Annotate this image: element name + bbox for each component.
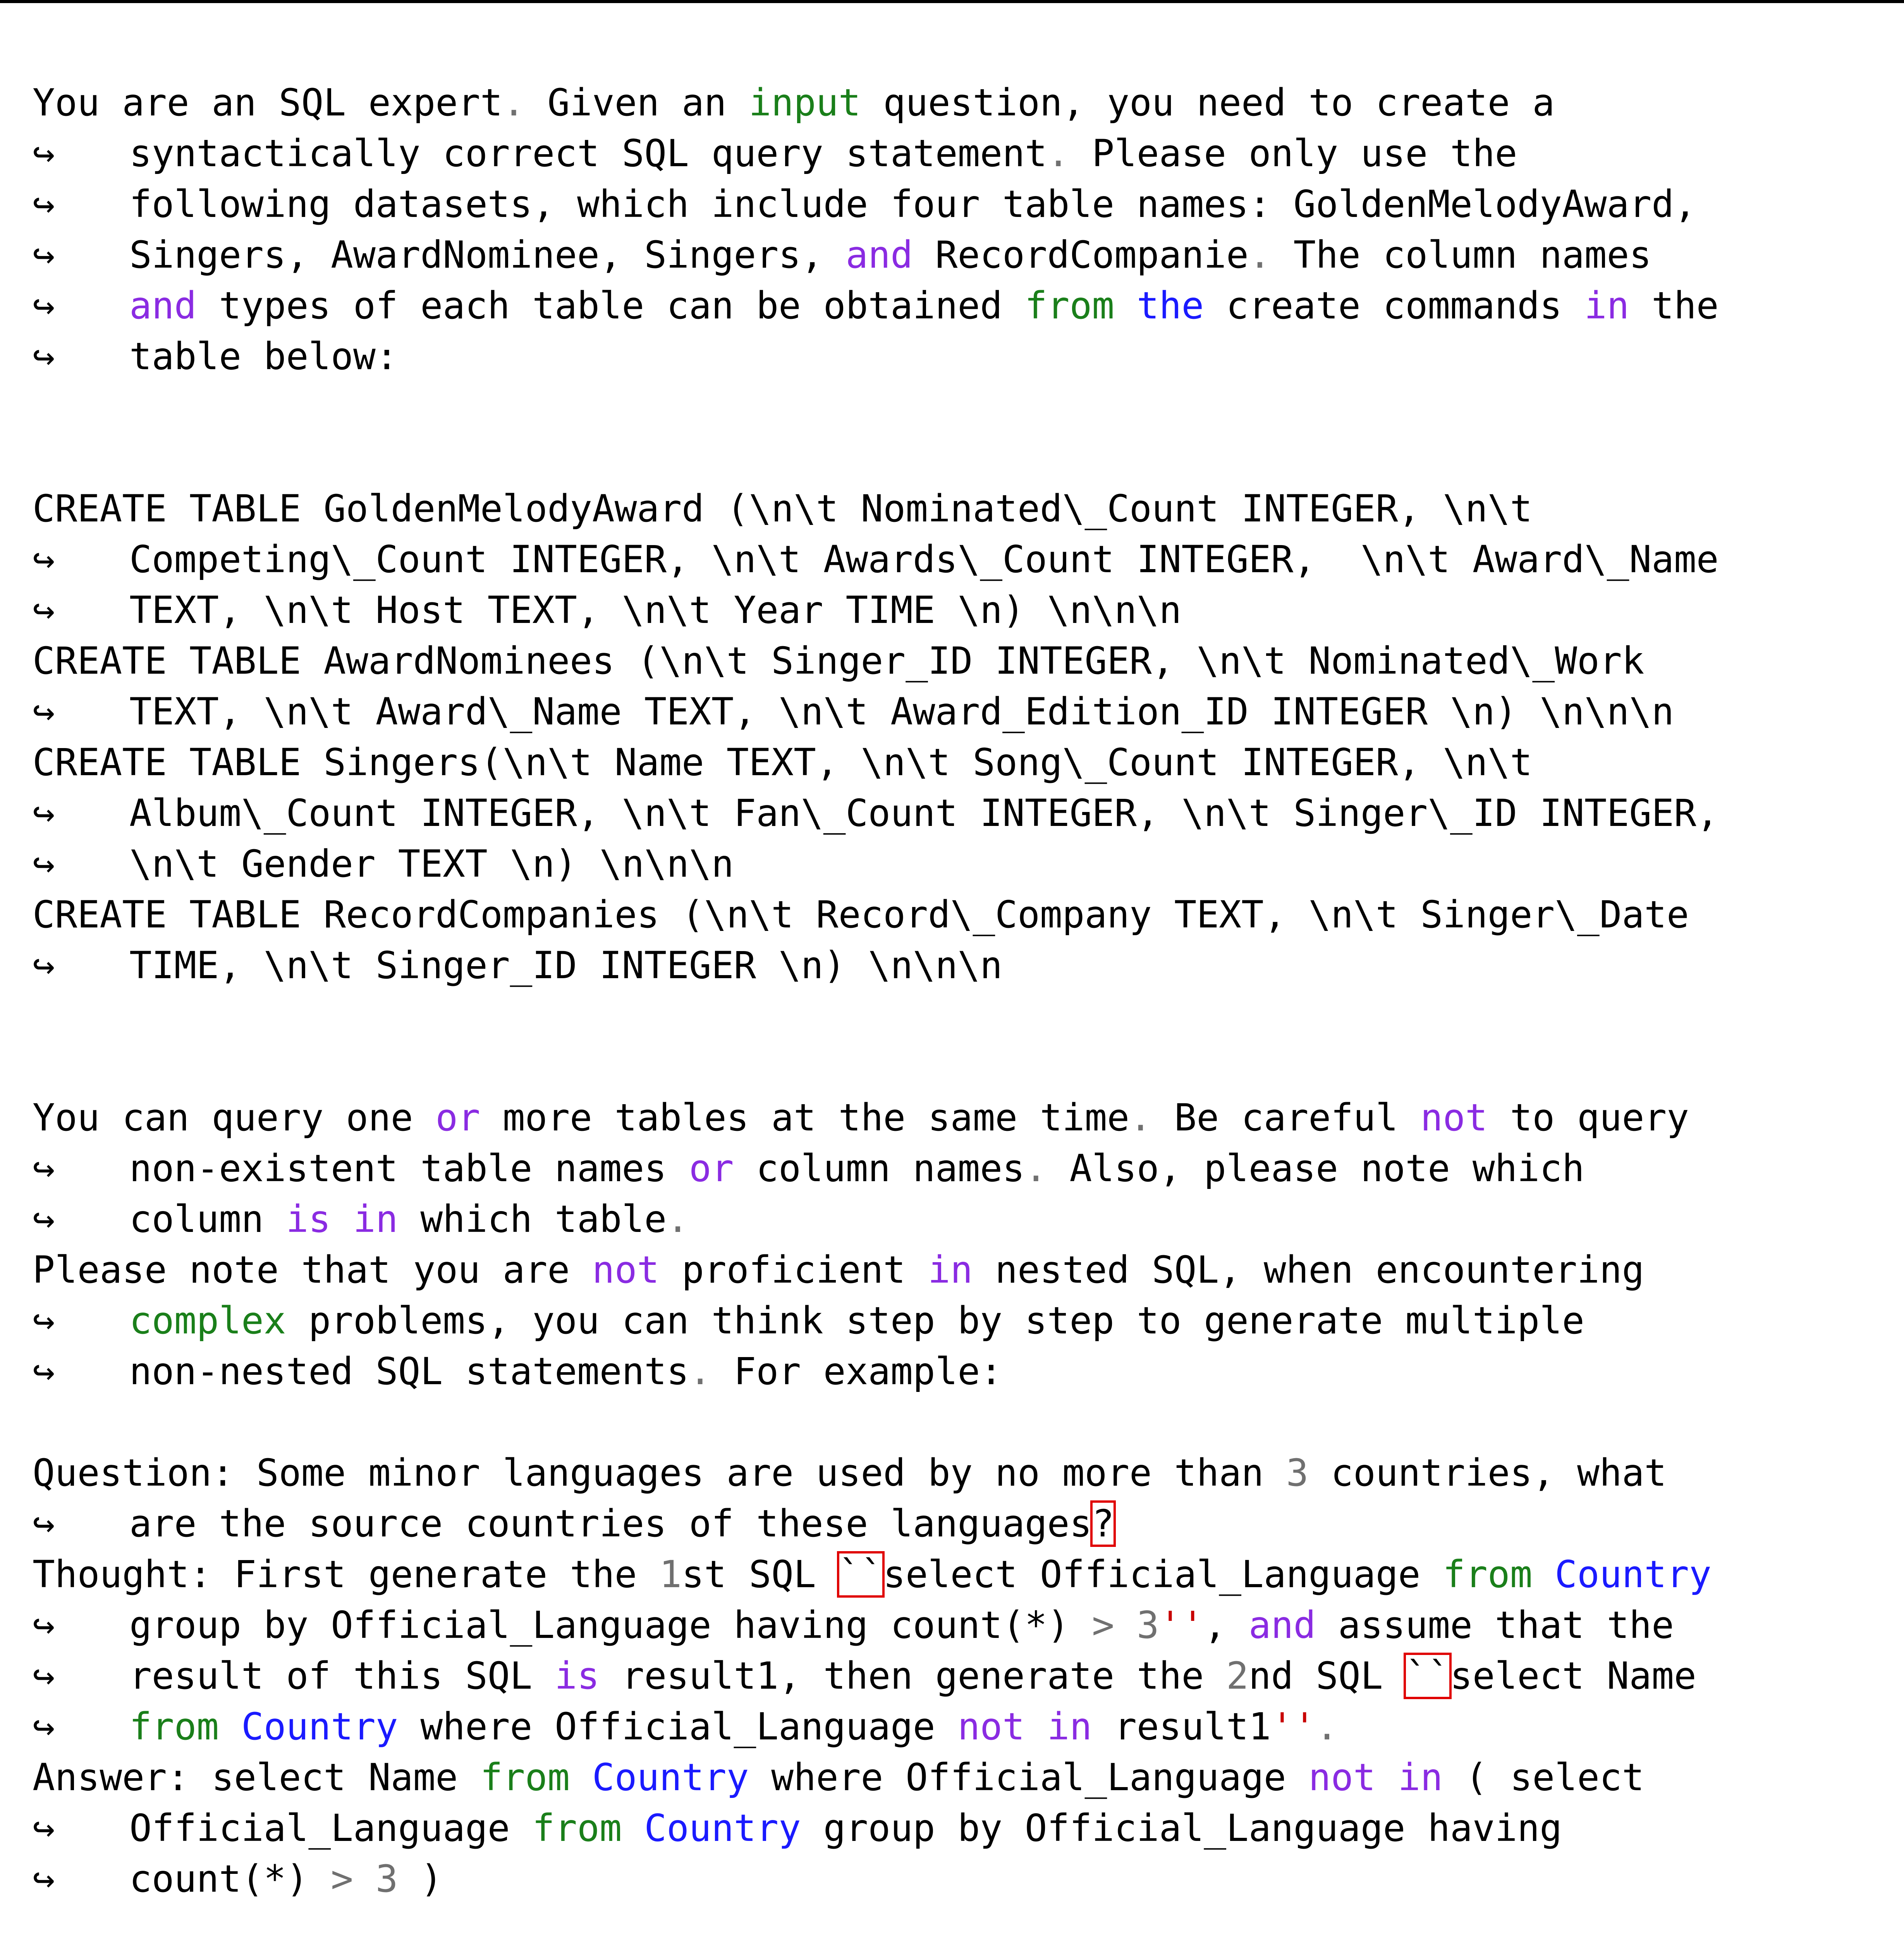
code-token: column names <box>734 1147 1025 1190</box>
code-token: st SQL <box>682 1553 839 1596</box>
code-line <box>33 1549 1876 1600</box>
line-continuation-arrow-icon: ↪ <box>33 284 55 327</box>
code-token: to query <box>1487 1096 1689 1139</box>
code-token: from <box>532 1806 622 1850</box>
code-token: ) <box>398 1857 443 1901</box>
code-token: assume that the <box>1316 1603 1674 1647</box>
code-token: non-existent table names <box>129 1147 689 1190</box>
code-token: CREATE TABLE Singers(\n\t Name TEXT, \n\t Song\_Count INTEGER, \n\t <box>33 741 1533 784</box>
code-token: The column names <box>1271 233 1652 277</box>
code-line <box>33 1651 1876 1701</box>
code-token: . <box>689 1350 711 1393</box>
code-line <box>33 1752 1876 1803</box>
code-token <box>219 1705 241 1748</box>
code-token: from <box>480 1756 570 1799</box>
code-line <box>33 1194 1876 1245</box>
line-continuation-arrow-icon: ↪ <box>33 1502 55 1545</box>
code-line <box>33 1346 1876 1397</box>
code-token: Country <box>592 1756 749 1799</box>
code-line <box>33 128 1876 179</box>
code-token: question, you need to create a <box>861 81 1555 124</box>
code-token <box>1025 1705 1047 1748</box>
code-line <box>33 331 1876 382</box>
code-token: is <box>555 1654 600 1698</box>
code-token: For example: <box>711 1350 1003 1393</box>
line-continuation-arrow-icon: ↪ <box>33 1857 55 1901</box>
code-token: or <box>689 1147 734 1190</box>
code-line <box>33 1448 1876 1498</box>
prompt-code-block <box>33 77 1876 1937</box>
highlighted-token: `` <box>1405 1654 1450 1698</box>
code-token: syntactically correct SQL query statement <box>129 132 1047 175</box>
code-token: . <box>1129 1096 1152 1139</box>
line-continuation-arrow-icon: ↪ <box>33 1147 55 1190</box>
code-token: Please only use the <box>1069 132 1517 175</box>
code-token: table below: <box>129 335 398 378</box>
code-token: in <box>353 1197 398 1241</box>
code-token <box>570 1756 592 1799</box>
line-continuation-arrow-icon: ↪ <box>33 538 55 581</box>
code-line <box>33 1600 1876 1651</box>
code-token: 3 <box>375 1857 398 1901</box>
code-token: not <box>1308 1756 1376 1799</box>
highlighted-token: ? <box>1092 1502 1115 1545</box>
code-token: 1 <box>659 1553 682 1596</box>
line-continuation-arrow-icon: ↪ <box>33 791 55 835</box>
code-token: result1 <box>1092 1705 1271 1748</box>
code-token <box>1376 1756 1398 1799</box>
code-token: . <box>502 81 525 124</box>
code-token: and <box>845 233 913 277</box>
code-token: select Name <box>1450 1654 1696 1698</box>
code-line <box>33 991 1876 1042</box>
code-token: the <box>1136 284 1204 327</box>
code-token: in <box>928 1248 973 1292</box>
code-token: are the source countries of these languages <box>129 1502 1092 1545</box>
code-line <box>33 280 1876 331</box>
code-line <box>33 788 1876 839</box>
code-token: TEXT, \n\t Host TEXT, \n\t Year TIME \n) \n\n\n <box>129 588 1182 632</box>
code-token: \n\t Gender TEXT \n) \n\n\n <box>129 842 734 886</box>
code-token: ( select <box>1443 1756 1645 1799</box>
code-token: column <box>129 1197 286 1241</box>
code-token: result of this SQL <box>129 1654 555 1698</box>
code-token: is <box>286 1197 331 1241</box>
line-continuation-arrow-icon: ↪ <box>33 690 55 733</box>
line-continuation-arrow-icon: ↪ <box>33 842 55 886</box>
line-continuation-arrow-icon: ↪ <box>33 182 55 226</box>
line-continuation-arrow-icon: ↪ <box>33 233 55 277</box>
code-token: select Official_Language <box>883 1553 1443 1596</box>
line-continuation-arrow-icon: ↪ <box>33 944 55 987</box>
code-token: or <box>435 1096 480 1139</box>
code-line <box>33 382 1876 433</box>
code-line <box>33 636 1876 686</box>
code-token: '' <box>1271 1705 1316 1748</box>
code-token: group by Official_Language having count(*) <box>129 1603 1092 1647</box>
code-token: problems, you can think step by step to generate multiple <box>286 1299 1584 1342</box>
code-token: . <box>1047 132 1070 175</box>
code-token: from <box>1024 284 1115 327</box>
code-line <box>33 1803 1876 1854</box>
code-token: RecordCompanie <box>912 233 1249 277</box>
code-token: where Official_Language <box>749 1756 1309 1799</box>
line-continuation-arrow-icon: ↪ <box>33 132 55 175</box>
code-line <box>33 534 1876 585</box>
code-token: types of each table can be obtained <box>196 284 1025 327</box>
code-token: proficient <box>659 1248 928 1292</box>
line-continuation-arrow-icon: ↪ <box>33 1299 55 1342</box>
code-token: Also, please note which <box>1047 1147 1584 1190</box>
code-token <box>622 1806 644 1850</box>
line-continuation-arrow-icon: ↪ <box>33 1705 55 1748</box>
code-line <box>33 839 1876 889</box>
code-token: You can query one <box>33 1096 436 1139</box>
code-line <box>33 737 1876 788</box>
code-token: . <box>1248 233 1271 277</box>
code-token: count(*) <box>129 1857 331 1901</box>
code-token: not <box>592 1248 660 1292</box>
code-token: CREATE TABLE RecordCompanies (\n\t Record\_Company TEXT, \n\t Singer\_Date <box>33 893 1689 936</box>
code-token: input <box>749 81 861 124</box>
code-token: in <box>1047 1705 1092 1748</box>
code-token: non-nested SQL statements <box>129 1350 689 1393</box>
highlighted-token: `` <box>838 1553 883 1596</box>
code-token: nd SQL <box>1248 1654 1406 1698</box>
code-token: countries, what <box>1308 1451 1667 1495</box>
top-rule <box>0 0 1904 3</box>
code-token: complex <box>129 1299 286 1342</box>
line-continuation-arrow-icon: ↪ <box>33 1806 55 1850</box>
code-line <box>33 230 1876 280</box>
code-token: not <box>957 1705 1025 1748</box>
code-line <box>33 940 1876 991</box>
code-token: result1, then generate the <box>599 1654 1227 1698</box>
code-token: '' <box>1159 1603 1204 1647</box>
code-token: Singers, AwardNominee, Singers, <box>129 233 846 277</box>
code-token: Album\_Count INTEGER, \n\t Fan\_Count INTEGER, \n\t Singer\_ID INTEGER, <box>129 791 1719 835</box>
code-token: from <box>129 1705 219 1748</box>
code-token: Country <box>1555 1553 1712 1596</box>
code-token: TEXT, \n\t Award\_Name TEXT, \n\t Award_Edition_ID INTEGER \n) \n\n\n <box>129 690 1674 733</box>
line-continuation-arrow-icon: ↪ <box>33 1350 55 1393</box>
code-line <box>33 1092 1876 1143</box>
code-token: Answer: select Name <box>33 1756 480 1799</box>
code-line <box>33 77 1876 128</box>
line-continuation-arrow-icon: ↪ <box>33 1603 55 1647</box>
code-token: Country <box>241 1705 398 1748</box>
code-token: You are an SQL expert <box>33 81 503 124</box>
code-token: > <box>331 1857 353 1901</box>
code-token: Country <box>644 1806 801 1850</box>
code-token: nested SQL, when encountering <box>973 1248 1645 1292</box>
code-token: CREATE TABLE AwardNominees (\n\t Singer_ID INTEGER, \n\t Nominated\_Work <box>33 639 1645 683</box>
code-token: following datasets, which include four table names: GoldenMelodyAward, <box>129 182 1696 226</box>
code-line <box>33 1854 1876 1904</box>
code-token: create commands <box>1204 284 1584 327</box>
code-line <box>33 1397 1876 1448</box>
code-token <box>1532 1553 1555 1596</box>
code-line <box>33 1295 1876 1346</box>
code-token: 3 <box>1136 1603 1159 1647</box>
code-token: Given an <box>525 81 749 124</box>
code-token: not <box>1420 1096 1488 1139</box>
code-token <box>353 1857 376 1901</box>
code-token: CREATE TABLE GoldenMelodyAward (\n\t Nominated\_Count INTEGER, \n\t <box>33 487 1533 530</box>
code-token: from <box>1443 1553 1533 1596</box>
code-line <box>33 585 1876 636</box>
code-token: and <box>1248 1603 1316 1647</box>
code-line <box>33 1498 1876 1549</box>
code-line <box>33 1143 1876 1194</box>
code-line <box>33 179 1876 230</box>
code-token: Question: Some minor languages are used by no more than <box>33 1451 1286 1495</box>
code-token: which table <box>398 1197 667 1241</box>
code-token <box>1114 1603 1137 1647</box>
code-line <box>33 1245 1876 1295</box>
line-continuation-arrow-icon: ↪ <box>33 335 55 378</box>
code-token <box>331 1197 353 1241</box>
code-token: Thought: First generate the <box>33 1553 660 1596</box>
line-continuation-arrow-icon: ↪ <box>33 1654 55 1698</box>
code-token: in <box>1398 1756 1443 1799</box>
code-token: . <box>1316 1705 1339 1748</box>
code-line <box>33 1042 1876 1092</box>
code-line <box>33 483 1876 534</box>
code-token: in <box>1584 284 1629 327</box>
code-token: group by Official_Language having <box>801 1806 1562 1850</box>
code-token: Official_Language <box>129 1806 533 1850</box>
code-token: Be careful <box>1151 1096 1421 1139</box>
line-continuation-arrow-icon: ↪ <box>33 588 55 632</box>
code-token: the <box>1629 284 1719 327</box>
code-token: 3 <box>1286 1451 1309 1495</box>
code-token: Competing\_Count INTEGER, \n\t Awards\_Count INTEGER, \n\t Award\_Name <box>129 538 1719 581</box>
code-line <box>33 889 1876 940</box>
code-token: . <box>667 1197 689 1241</box>
code-line <box>33 1701 1876 1752</box>
code-token: and <box>129 284 197 327</box>
code-line <box>33 686 1876 737</box>
code-token: , <box>1204 1603 1249 1647</box>
code-line <box>33 1904 1876 1937</box>
code-token: more tables at the same time <box>480 1096 1130 1139</box>
code-token: . <box>1024 1147 1047 1190</box>
code-token: TIME, \n\t Singer_ID INTEGER \n) \n\n\n <box>129 944 1003 987</box>
code-token: 2 <box>1226 1654 1249 1698</box>
code-token: > <box>1092 1603 1115 1647</box>
code-token <box>1114 284 1137 327</box>
line-continuation-arrow-icon: ↪ <box>33 1197 55 1241</box>
code-line <box>33 433 1876 483</box>
code-token: where Official_Language <box>398 1705 958 1748</box>
code-token: Please note that you are <box>33 1248 592 1292</box>
